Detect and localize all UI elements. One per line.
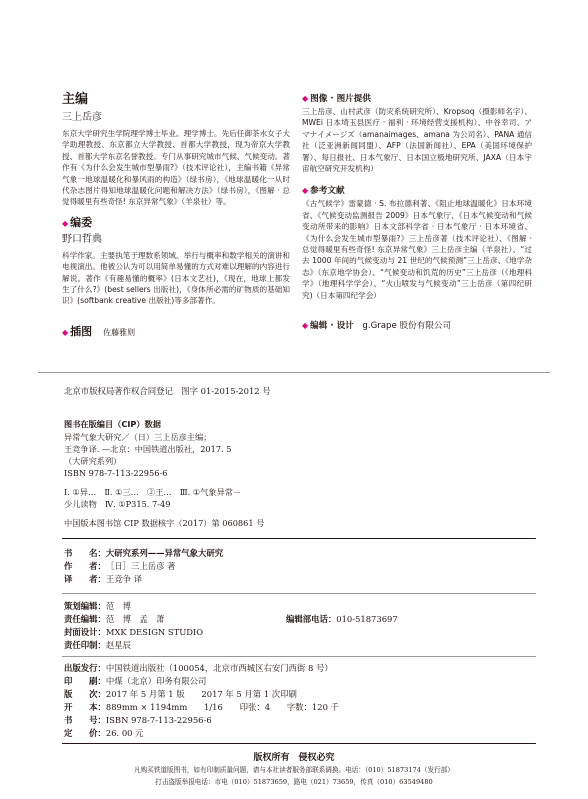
publish-label: 出版发行：: [64, 663, 106, 673]
staff-row-editor: [64, 613, 165, 625]
illustrator-name: 佐藤雅则: [103, 327, 136, 337]
images-heading-row: [302, 92, 532, 106]
staff-label: 封面设计：: [64, 627, 106, 637]
cip-line-2: 王竞争译. —北京：中国铁道出版社，2017. 5: [64, 444, 232, 454]
publish-value: ISBN 978-7-113-22956-6: [105, 715, 212, 725]
staff-row-printing: [64, 639, 131, 651]
quality-notice: 凡购买铁道版图书，如有印制质量问题，请与本社读者服务部联系调换。电话：（010）51873174（发行部）: [134, 766, 454, 774]
credits-divider: [62, 593, 536, 594]
staff-value: 范 博: [105, 601, 131, 611]
copyright-contract-line: 北京市版权局著作权合同登记 图字 01-2015-2012 号: [64, 386, 271, 396]
phone-label: 编辑部电话：: [286, 614, 337, 624]
publish-value: 中煤（北京）印务有限公司: [105, 676, 207, 686]
compiler-bio: 科学作家。主要执笔于理数系领域。举行与概率和数学相关的演讲和电视演出。他被公认为可以用简单易懂的方式对难以理解的内容进行解说。著作《有趣易懂的概率》(日本文艺社)，《现在，地球上都发生了什么?》(best sellers 出版社)，《身体所必需的矿物质的基础知识》(softbank creative 出版社)等多部著作。: [62, 250, 290, 306]
editor-heading: 主编: [62, 92, 89, 107]
publish-label: 定 价：: [64, 728, 106, 738]
staff-divider: [62, 656, 536, 657]
publish-label: 印 刷：: [64, 676, 106, 686]
publish-value: 2017 年 5 月第 1 版 2017 年 5 月第 1 次印刷: [105, 689, 297, 699]
illustrator-heading: 插图: [70, 324, 93, 338]
publish-row-publisher: [64, 662, 333, 674]
publish-row-price: [64, 727, 144, 739]
credit-value: 大研究系列——异常气象大研究: [105, 548, 224, 558]
publish-label: 书 号：: [64, 715, 106, 725]
publish-label: 开 本：: [64, 702, 106, 712]
compiler-name: 野口哲典: [62, 233, 102, 245]
credit-value: ［日］三上岳彦 著: [105, 561, 176, 571]
publish-value: 中国铁道出版社（100054，北京市西城区右安门西街 8 号）: [105, 663, 333, 673]
staff-row-planning: [64, 600, 131, 612]
staff-label: 责任编辑：: [64, 614, 106, 624]
references-text: 《古气候学》雷蒙德 · S. 布拉德利著、《阻止地球温暖化》日本环境省、《气候变动监测报告 2009》日本气象厅、《日本气候变动和气候变动所带来的影响》日本文部科学省 · 日本气象厅 · 日本环境省、《为什么会发生城市型暴雨?》三上岳彦著（技术评论社）、《图解 · 总觉得暖里有些奇怪! 东京异常气象》三上岳彦主编（羊泉社）、“过去 1000 年间的气候变动与 21 世纪的气候预测”三上岳彦、《地学杂志》（东京地学协会）、“气候变动和饥荒的历史”三上岳彦（《地理科学》（地理科学学会）、“火山喷发与气候变动”三上岳彦（第四纪研究)（日本第四纪学会）: [302, 199, 532, 300]
references-heading: 参考文献: [310, 186, 345, 197]
editor-name: 三上岳彦: [62, 112, 102, 123]
publish-label: 版 次：: [64, 689, 106, 699]
editorial-phone: [286, 613, 398, 625]
illustrator-row: [62, 325, 290, 340]
images-heading: 图像 · 图片提供: [310, 94, 371, 104]
cip-title: 图书在版编目（CIP）数据: [64, 419, 161, 429]
triangle-bullet-icon: ◆: [302, 321, 309, 331]
publish-row-isbn: [64, 714, 212, 726]
triangle-bullet-icon: ◆: [62, 327, 69, 337]
publish-value: 26. 00 元: [105, 728, 144, 738]
triangle-bullet-icon: ◆: [302, 94, 309, 103]
compiler-heading-row: [62, 216, 290, 231]
cip-line-3: （大研究系列）: [64, 456, 122, 466]
right-column: [302, 92, 532, 333]
editor-bio: 东京大学研究生学院理学博士毕业。理学博士。先后任御茶水女子大学助理教授、东京都立大学教授、首都大学教授，现为帝京大学教授、首都大学东京名誉教授。专门从事研究城市气候、气候变动。著作有《为什么会发生城市型暴雨?》（技术评论社），主编书籍《异常气象一地球温暖化和暴风雨的构造》（绿书房），《地球温暖化一从时代杂志图片得知地球温暖化问题和解决方法》（绿书房），《图解 · 总觉得暖里有些奇怪! 东京异常气象》（羊泉社）等。: [62, 129, 290, 207]
staff-value: MXK DESIGN STUDIO: [105, 627, 204, 637]
credits-panel: [0, 0, 588, 372]
credit-row-title: [64, 547, 223, 559]
credit-label: 作 者：: [64, 561, 106, 571]
cip-line-1: 异常气象大研究／（日）三上岳彦主编；: [64, 432, 212, 442]
references-heading-row: [302, 184, 532, 198]
credit-row-author: [64, 560, 176, 572]
rights-notice: 版权所有 侵权必究: [253, 753, 335, 763]
triangle-bullet-icon: ◆: [302, 186, 309, 196]
piracy-hotline: 打击盗版举报电话：市电（010）51873659，路电（021）73659，传真（010）63549480: [155, 778, 433, 786]
cip-classification-1: Ⅰ. ①异… Ⅱ. ①三… ②王… Ⅲ. ①气象异常－: [64, 487, 242, 497]
triangle-bullet-icon: ◆: [62, 218, 69, 228]
design-heading: 编辑 · 设计: [310, 321, 354, 332]
left-column: [62, 92, 290, 340]
publish-divider: [62, 743, 536, 744]
design-text: g.Grape 股份有限公司: [362, 321, 452, 332]
cip-divider: [62, 538, 536, 539]
section-divider: [38, 372, 550, 373]
cip-line-4: ISBN 978-7-113-22956-6: [64, 468, 168, 478]
publish-value: 889mm × 1194mm 1/16 印张：4 字数：120 千: [105, 702, 339, 712]
cip-classification-2: 少儿读物 Ⅳ. ①P315. 7-49: [64, 499, 171, 509]
cip-core-number: 中国版本图书馆 CIP 数据核字（2017）第 060861 号: [64, 518, 265, 528]
credit-value: 王竞争 译: [105, 574, 143, 584]
credit-label: 译 者：: [64, 574, 106, 584]
credit-label: 书 名：: [64, 548, 106, 558]
credit-row-translator: [64, 573, 142, 585]
staff-value: 范 博 孟 萧: [105, 614, 165, 624]
staff-value: 赵星辰: [105, 640, 131, 650]
staff-label: 责任印制：: [64, 640, 106, 650]
publish-row-edition: [64, 688, 297, 700]
design-row: [302, 319, 532, 333]
phone-value: 010-51873697: [336, 614, 398, 624]
staff-row-cover: [64, 626, 203, 638]
staff-label: 策划编辑：: [64, 601, 106, 611]
images-credit-text: 三上岳彦、山村武彦（防灾系统研究所）、Kropsoq（摄影师名字）、MWEi 日本埼玉县医疗 · 福利 · 环境经营支援机构）、中谷幸司、アマナイメージズ（amanaimages、amana 为公司名）、PANA 通信社（泛亚洲新闻同盟）、AFP（法国新闻社）、EPA（美国环境保护署）、每日报社、日本气象厅、日本国立极地研究所、JAXA（日本宇宙航空研究开发机构）: [302, 107, 532, 174]
publish-row-format: [64, 701, 339, 713]
compiler-heading: 编委: [70, 215, 93, 229]
publish-row-printer: [64, 675, 206, 687]
